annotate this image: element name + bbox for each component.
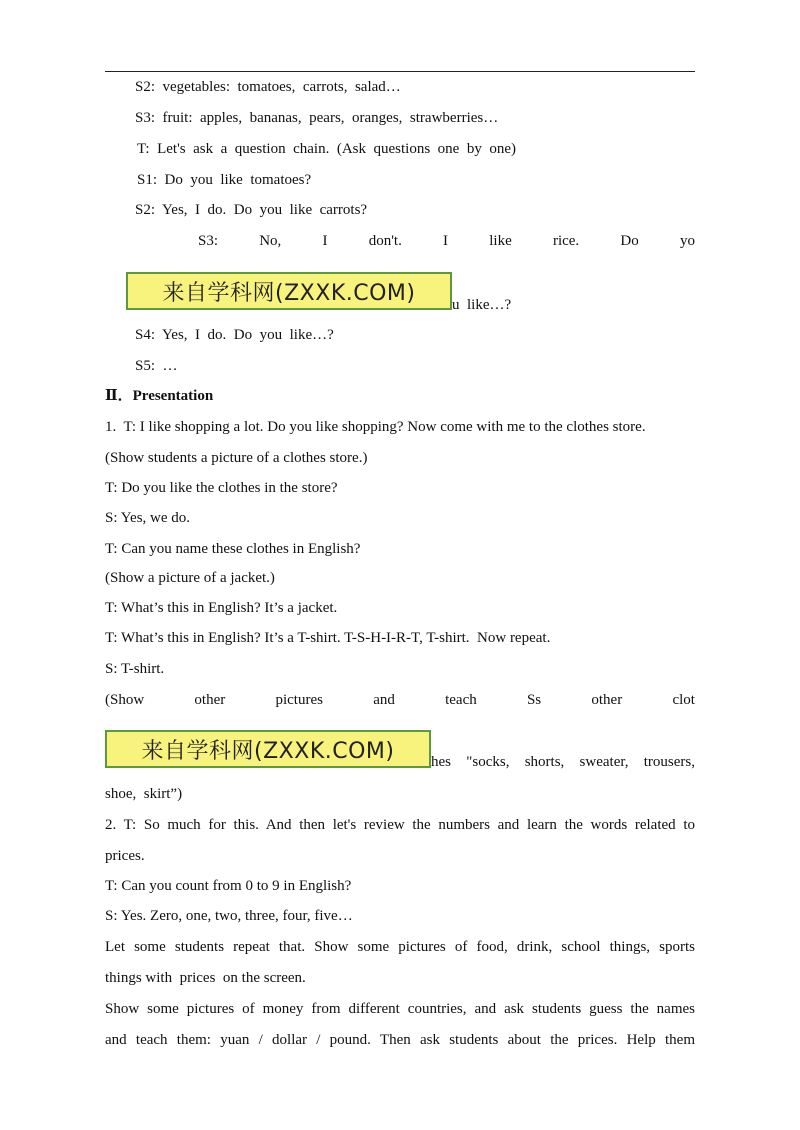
- paragraph-line: Let some students repeat that. Show some pictures of food, drink, school things, sports: [105, 939, 695, 955]
- paragraph-line: (Show a picture of a jacket.): [105, 570, 275, 586]
- word: I: [322, 233, 328, 249]
- paragraph-line-spread: [105, 691, 695, 709]
- word: like: [489, 233, 512, 249]
- watermark-stamp: [105, 730, 431, 768]
- dialogue-line: S2: Yes, I do. Do you like carrots?: [135, 202, 368, 218]
- word: Do: [620, 233, 639, 249]
- paragraph-line: Show some pictures of money from different countries, and ask students guess the names: [105, 1001, 695, 1017]
- word: clot: [672, 692, 695, 708]
- dialogue-line: S2: vegetables: tomatoes, carrots, salad…: [135, 79, 401, 95]
- dialogue-line: S5: …: [135, 358, 178, 374]
- paragraph-line: things with prices on the screen.: [105, 970, 306, 986]
- watermark-text: 来自学科网(ZXXK.COM): [141, 738, 395, 764]
- word: rice.: [552, 233, 580, 249]
- paragraph-line: S: T-shirt.: [105, 661, 165, 677]
- word: (Show: [105, 692, 145, 708]
- dialogue-line: S4: Yes, I do. Do you like…?: [135, 327, 334, 343]
- word: S3:: [198, 233, 219, 249]
- paragraph-line: S: Yes, we do.: [105, 510, 191, 526]
- paragraph-line: T: What’s this in English? It’s a T-shirt. T-S-H-I-R-T, T-shirt. Now repeat.: [105, 630, 551, 646]
- paragraph-line: S: Yes. Zero, one, two, three, four, five…: [105, 908, 353, 924]
- paragraph-line: and teach them: yuan / dollar / pound. Then ask students about the prices. Help them: [105, 1032, 695, 1048]
- paragraph-line: T: Do you like the clothes in the store?: [105, 480, 338, 496]
- paragraph-line: T: Can you count from 0 to 9 in English?: [105, 878, 352, 894]
- watermark-stamp: [126, 272, 452, 310]
- dialogue-line-spread: [198, 232, 695, 250]
- paragraph-line: hes "socks, shorts, sweater, trousers,: [431, 754, 695, 770]
- dialogue-line: S1: Do you like tomatoes?: [137, 172, 312, 188]
- paragraph-line: (Show students a picture of a clothes store.): [105, 450, 368, 466]
- word: I: [443, 233, 449, 249]
- word: Ss: [526, 692, 542, 708]
- dialogue-line: S3: fruit: apples, bananas, pears, oranges, strawberries…: [135, 110, 499, 126]
- word: other: [194, 692, 226, 708]
- word: other: [591, 692, 623, 708]
- paragraph-line: shoe, skirt”): [105, 786, 183, 802]
- paragraph-line: T: Can you name these clothes in English?: [105, 541, 361, 557]
- word: pictures: [275, 692, 323, 708]
- word: teach: [445, 692, 477, 708]
- dialogue-line: u like…?: [452, 297, 512, 313]
- dialogue-line: T: Let's ask a question chain. (Ask questions one by one): [137, 141, 516, 157]
- word: No,: [259, 233, 282, 249]
- paragraph-line: 2. T: So much for this. And then let's review the numbers and learn the words related to: [105, 817, 695, 833]
- paragraph-line: 1. T: I like shopping a lot. Do you like shopping? Now come with me to the clothes store.: [105, 419, 646, 435]
- paragraph-line: prices.: [105, 848, 145, 864]
- watermark-text: 来自学科网(ZXXK.COM): [162, 280, 416, 306]
- header-rule: [105, 71, 695, 72]
- word: don't.: [368, 233, 402, 249]
- word: yo: [679, 233, 695, 249]
- section-heading: Ⅱ．Presentation: [105, 388, 214, 404]
- paragraph-line: T: What’s this in English? It’s a jacket.: [105, 600, 338, 616]
- word: and: [373, 692, 395, 708]
